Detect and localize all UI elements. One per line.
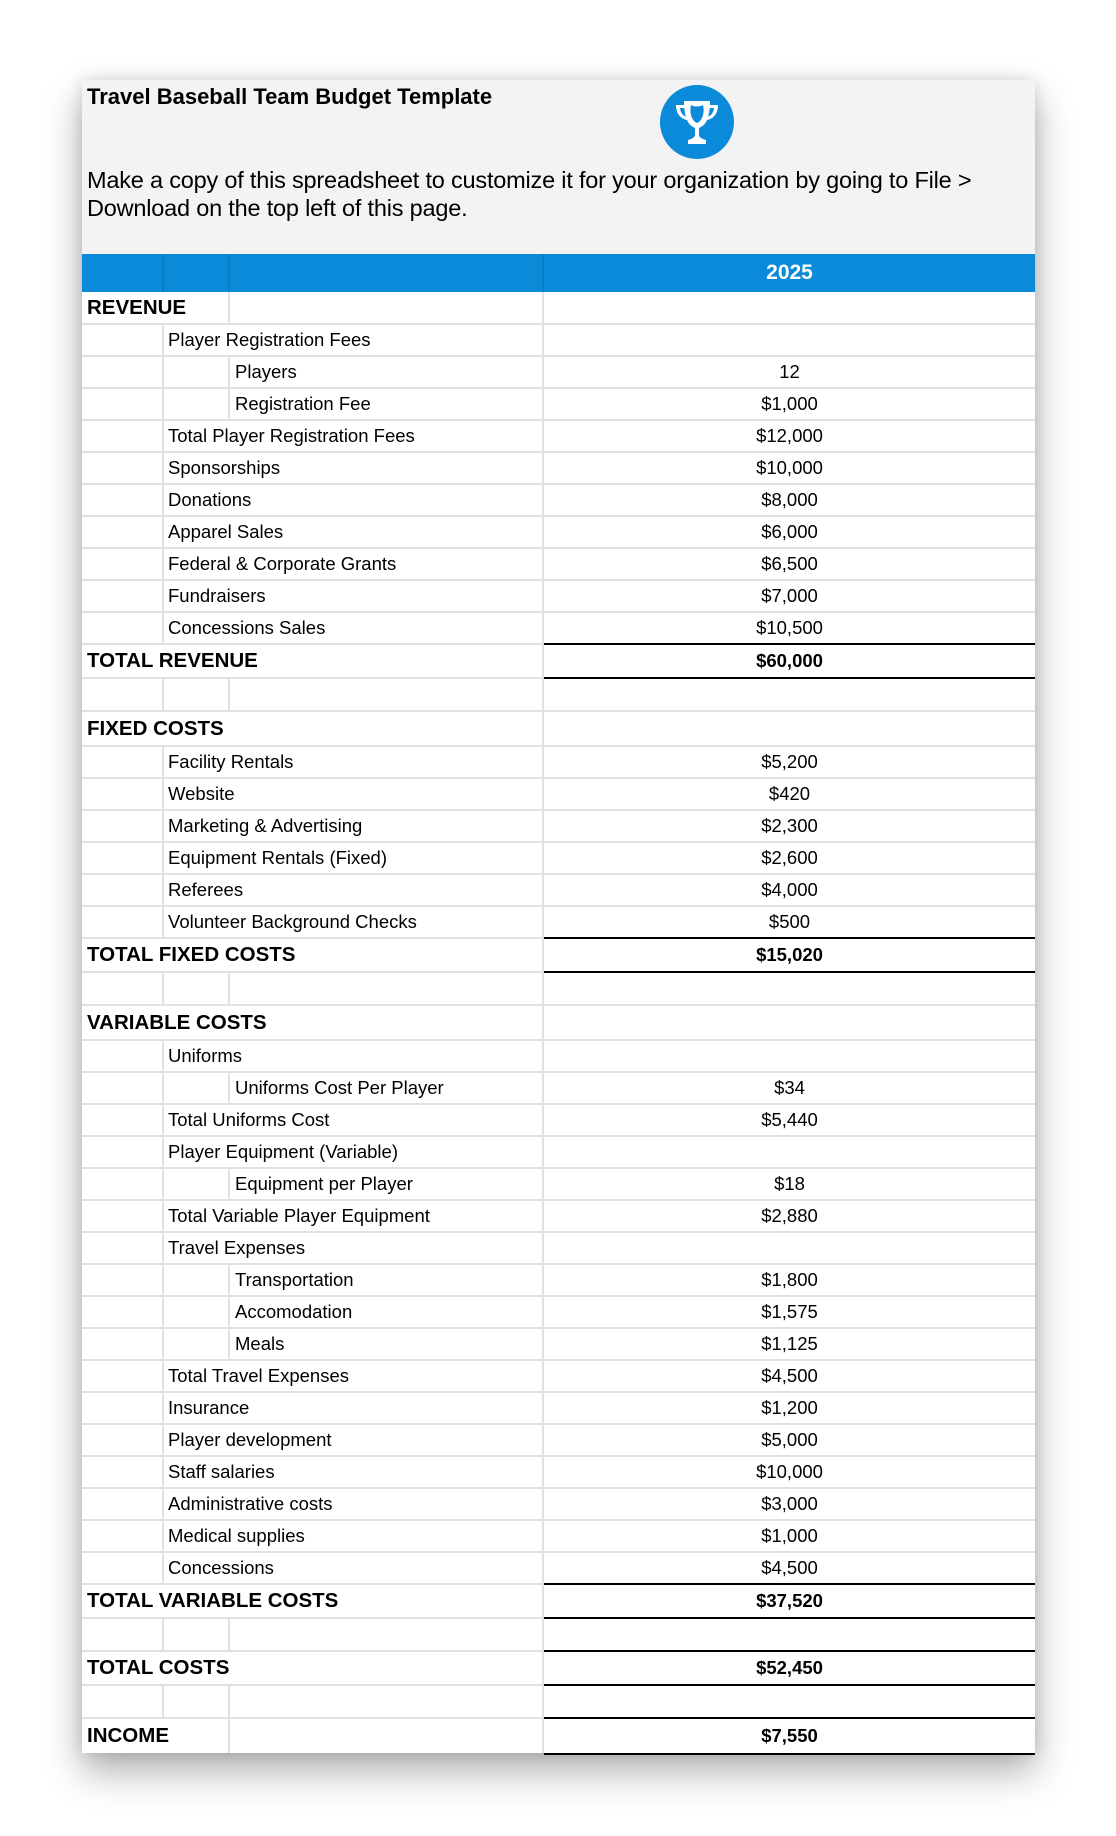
empty-cell[interactable]: [82, 1201, 164, 1231]
row-label[interactable]: Player development: [164, 1425, 544, 1455]
value-cell[interactable]: $1,000: [761, 1525, 818, 1546]
empty-cell[interactable]: [82, 325, 164, 355]
empty-cell[interactable]: [82, 747, 164, 777]
table-row: [82, 1073, 1035, 1105]
empty-cell[interactable]: [82, 549, 164, 579]
empty-cell[interactable]: [82, 779, 164, 809]
table-row: [82, 581, 1035, 613]
section-row-revenue: [82, 292, 1035, 325]
section-label[interactable]: REVENUE: [82, 292, 230, 323]
row-label[interactable]: Total Travel Expenses: [164, 1361, 544, 1391]
value-cell[interactable]: $6,000: [761, 521, 818, 542]
value-cell[interactable]: $1,125: [761, 1333, 818, 1354]
empty-cell[interactable]: [82, 1521, 164, 1551]
row-label[interactable]: Administrative costs: [164, 1489, 544, 1519]
empty-cell[interactable]: [82, 1619, 164, 1650]
row-label[interactable]: Equipment per Player: [230, 1169, 544, 1199]
empty-cell[interactable]: [230, 1719, 544, 1753]
table-row: [82, 485, 1035, 517]
row-label[interactable]: Uniforms: [164, 1041, 544, 1071]
empty-cell[interactable]: [544, 1686, 1035, 1717]
table-row: [82, 1233, 1035, 1265]
table-row: [82, 1425, 1035, 1457]
empty-cell[interactable]: [82, 907, 164, 937]
table-row: [82, 613, 1035, 645]
empty-cell[interactable]: [544, 973, 1035, 1004]
value-cell[interactable]: $4,500: [761, 1557, 818, 1578]
empty-cell[interactable]: [82, 1425, 164, 1455]
row-label[interactable]: Medical supplies: [164, 1521, 544, 1551]
document-title: Travel Baseball Team Budget Template: [87, 84, 493, 109]
table-row: [82, 421, 1035, 453]
total-label[interactable]: TOTAL VARIABLE COSTS: [82, 1585, 544, 1617]
section-label[interactable]: VARIABLE COSTS: [82, 1006, 544, 1039]
value-cell[interactable]: $8,000: [761, 489, 818, 510]
value-cell[interactable]: $5,000: [761, 1429, 818, 1450]
empty-cell[interactable]: [230, 1686, 544, 1717]
empty-cell[interactable]: [82, 1041, 164, 1071]
row-label[interactable]: Concessions Sales: [164, 613, 544, 643]
value-cell[interactable]: $500: [768, 911, 811, 932]
total-row-all-costs: [82, 1652, 1035, 1686]
empty-cell[interactable]: [544, 1006, 1035, 1039]
empty-cell[interactable]: [164, 679, 230, 710]
intro-section: [82, 80, 1035, 254]
empty-cell[interactable]: [82, 1297, 164, 1327]
section-row-variable-costs: [82, 1006, 1035, 1041]
empty-cell[interactable]: [164, 389, 230, 419]
total-row-fixed-costs: [82, 939, 1035, 973]
table-row: [82, 1265, 1035, 1297]
row-label[interactable]: Meals: [230, 1329, 544, 1359]
row-label[interactable]: Total Player Registration Fees: [164, 421, 544, 451]
budget-sheet: [82, 80, 1035, 1753]
header-cell-b: [164, 254, 230, 292]
total-label[interactable]: TOTAL REVENUE: [82, 645, 544, 677]
table-row: [82, 811, 1035, 843]
table-row: [82, 1137, 1035, 1169]
empty-cell[interactable]: [82, 453, 164, 483]
row-label[interactable]: Federal & Corporate Grants: [164, 549, 544, 579]
row-label[interactable]: Referees: [164, 875, 544, 905]
row-label[interactable]: Accomodation: [230, 1297, 544, 1327]
empty-cell[interactable]: [164, 1619, 230, 1650]
row-label[interactable]: Volunteer Background Checks: [164, 907, 544, 937]
empty-cell[interactable]: [82, 1265, 164, 1295]
total-value[interactable]: $37,520: [544, 1583, 1035, 1619]
header-cell-a: [82, 254, 164, 292]
empty-cell[interactable]: [82, 581, 164, 611]
table-row: [82, 1201, 1035, 1233]
row-label[interactable]: Player Registration Fees: [164, 325, 544, 355]
table-row: [82, 1553, 1035, 1585]
row-label[interactable]: Player Equipment (Variable): [164, 1137, 544, 1167]
table-row: [82, 843, 1035, 875]
value-cell[interactable]: $10,000: [756, 1461, 823, 1482]
empty-cell[interactable]: [544, 292, 1035, 323]
table-row: [82, 747, 1035, 779]
row-label[interactable]: Uniforms Cost Per Player: [230, 1073, 544, 1103]
row-label[interactable]: Concessions: [164, 1553, 544, 1583]
value-cell[interactable]: $1,200: [761, 1397, 818, 1418]
empty-cell[interactable]: [82, 613, 164, 643]
row-label[interactable]: Facility Rentals: [164, 747, 544, 777]
value-cell[interactable]: $2,300: [761, 815, 818, 836]
blank-row: [82, 1619, 1035, 1652]
empty-cell[interactable]: [82, 421, 164, 451]
value-cell[interactable]: $1,000: [761, 393, 818, 414]
total-label[interactable]: TOTAL COSTS: [82, 1652, 544, 1684]
row-label[interactable]: Equipment Rentals (Fixed): [164, 843, 544, 873]
trophy-icon: [660, 85, 734, 159]
table-row: [82, 453, 1035, 485]
blank-row: [82, 679, 1035, 712]
row-label[interactable]: Sponsorships: [164, 453, 544, 483]
table-row: [82, 875, 1035, 907]
empty-cell[interactable]: [230, 973, 544, 1004]
value-cell[interactable]: $34: [774, 1077, 805, 1098]
value-cell[interactable]: $12,000: [756, 425, 823, 446]
value-cell[interactable]: $5,200: [761, 751, 818, 772]
row-label[interactable]: Marketing & Advertising: [164, 811, 544, 841]
table-row: [82, 779, 1035, 811]
total-value[interactable]: $52,450: [544, 1650, 1035, 1686]
value-cell[interactable]: $3,000: [761, 1493, 818, 1514]
value-cell[interactable]: $2,600: [761, 847, 818, 868]
row-label[interactable]: Apparel Sales: [164, 517, 544, 547]
row-label[interactable]: Insurance: [164, 1393, 544, 1423]
value-cell[interactable]: $4,000: [761, 879, 818, 900]
row-label[interactable]: Travel Expenses: [164, 1233, 544, 1263]
empty-cell[interactable]: [164, 973, 230, 1004]
value-cell[interactable]: $2,880: [761, 1205, 818, 1226]
value-cell[interactable]: $1,575: [761, 1301, 818, 1322]
empty-cell[interactable]: [164, 1329, 230, 1359]
table-row: [82, 1393, 1035, 1425]
empty-cell[interactable]: [164, 1265, 230, 1295]
empty-cell[interactable]: [230, 679, 544, 710]
empty-cell[interactable]: [82, 973, 164, 1004]
row-label[interactable]: Staff salaries: [164, 1457, 544, 1487]
empty-cell[interactable]: [164, 1073, 230, 1103]
value-cell[interactable]: $6,500: [761, 553, 818, 574]
empty-cell[interactable]: [164, 1297, 230, 1327]
table-row: [82, 1297, 1035, 1329]
empty-cell[interactable]: [164, 357, 230, 387]
empty-cell[interactable]: [82, 875, 164, 905]
row-label[interactable]: Website: [164, 779, 544, 809]
value-cell[interactable]: $7,000: [761, 585, 818, 606]
empty-cell[interactable]: [230, 1619, 544, 1650]
table-row: [82, 1041, 1035, 1073]
total-row-revenue: [82, 645, 1035, 679]
blank-row: [82, 1686, 1035, 1719]
empty-cell[interactable]: [544, 1619, 1035, 1650]
value-cell[interactable]: [544, 1137, 1035, 1167]
empty-cell[interactable]: [82, 1169, 164, 1199]
table-row: [82, 1361, 1035, 1393]
empty-cell[interactable]: [82, 1073, 164, 1103]
instructions-text: Make a copy of this spreadsheet to customize it for your organization by going to File > Download on the top left of this page.: [87, 167, 972, 221]
empty-cell[interactable]: [82, 1137, 164, 1167]
empty-cell[interactable]: [82, 1489, 164, 1519]
total-label[interactable]: TOTAL FIXED COSTS: [82, 939, 544, 971]
row-label[interactable]: Total Variable Player Equipment: [164, 1201, 544, 1231]
income-value[interactable]: $7,550: [544, 1717, 1035, 1755]
total-value[interactable]: $15,020: [544, 937, 1035, 973]
empty-cell[interactable]: [82, 357, 164, 387]
value-cell[interactable]: [544, 1041, 1035, 1071]
empty-cell[interactable]: [544, 679, 1035, 710]
section-row-fixed-costs: [82, 712, 1035, 747]
table-row: [82, 1489, 1035, 1521]
value-cell[interactable]: 12: [779, 361, 800, 382]
row-label[interactable]: Total Uniforms Cost: [164, 1105, 544, 1135]
empty-cell[interactable]: [230, 292, 544, 323]
value-cell[interactable]: $18: [774, 1173, 805, 1194]
table-row: [82, 549, 1035, 581]
empty-cell[interactable]: [82, 1329, 164, 1359]
table-row: [82, 389, 1035, 421]
table-row: [82, 1457, 1035, 1489]
empty-cell[interactable]: [82, 517, 164, 547]
value-cell[interactable]: [544, 1233, 1035, 1263]
income-row: [82, 1719, 1035, 1753]
empty-cell[interactable]: [82, 679, 164, 710]
column-header-bar: [82, 254, 1035, 292]
section-label[interactable]: FIXED COSTS: [82, 712, 544, 745]
year-column-header[interactable]: 2025: [766, 261, 813, 284]
empty-cell[interactable]: [82, 1457, 164, 1487]
income-label[interactable]: INCOME: [82, 1719, 230, 1753]
row-label[interactable]: Players: [230, 357, 544, 387]
value-cell[interactable]: $10,500: [756, 617, 823, 638]
table-row: [82, 1105, 1035, 1137]
value-cell[interactable]: $4,500: [761, 1365, 818, 1386]
row-label[interactable]: Transportation: [230, 1265, 544, 1295]
empty-cell[interactable]: [82, 389, 164, 419]
row-label[interactable]: Registration Fee: [230, 389, 544, 419]
total-value[interactable]: $60,000: [544, 643, 1035, 679]
table-row: [82, 325, 1035, 357]
blank-row: [82, 973, 1035, 1006]
empty-cell[interactable]: [544, 712, 1035, 745]
table-row: [82, 1521, 1035, 1553]
empty-cell[interactable]: [82, 811, 164, 841]
value-cell[interactable]: $5,440: [761, 1109, 818, 1130]
value-cell[interactable]: $1,800: [761, 1269, 818, 1290]
row-label[interactable]: Donations: [164, 485, 544, 515]
empty-cell[interactable]: [82, 1105, 164, 1135]
header-cell-c: [230, 254, 544, 292]
empty-cell[interactable]: [82, 1233, 164, 1263]
row-label[interactable]: Fundraisers: [164, 581, 544, 611]
empty-cell[interactable]: [82, 843, 164, 873]
table-row: [82, 1169, 1035, 1201]
empty-cell[interactable]: [164, 1686, 230, 1717]
empty-cell[interactable]: [82, 485, 164, 515]
value-cell[interactable]: $10,000: [756, 457, 823, 478]
value-cell[interactable]: [544, 325, 1035, 355]
table-row: [82, 517, 1035, 549]
total-row-variable-costs: [82, 1585, 1035, 1619]
empty-cell[interactable]: [164, 1169, 230, 1199]
table-row: [82, 357, 1035, 389]
table-row: [82, 1329, 1035, 1361]
empty-cell[interactable]: [82, 1553, 164, 1583]
empty-cell[interactable]: [82, 1361, 164, 1391]
empty-cell[interactable]: [82, 1686, 164, 1717]
empty-cell[interactable]: [82, 1393, 164, 1423]
table-row: [82, 907, 1035, 939]
value-cell[interactable]: $420: [768, 783, 811, 804]
